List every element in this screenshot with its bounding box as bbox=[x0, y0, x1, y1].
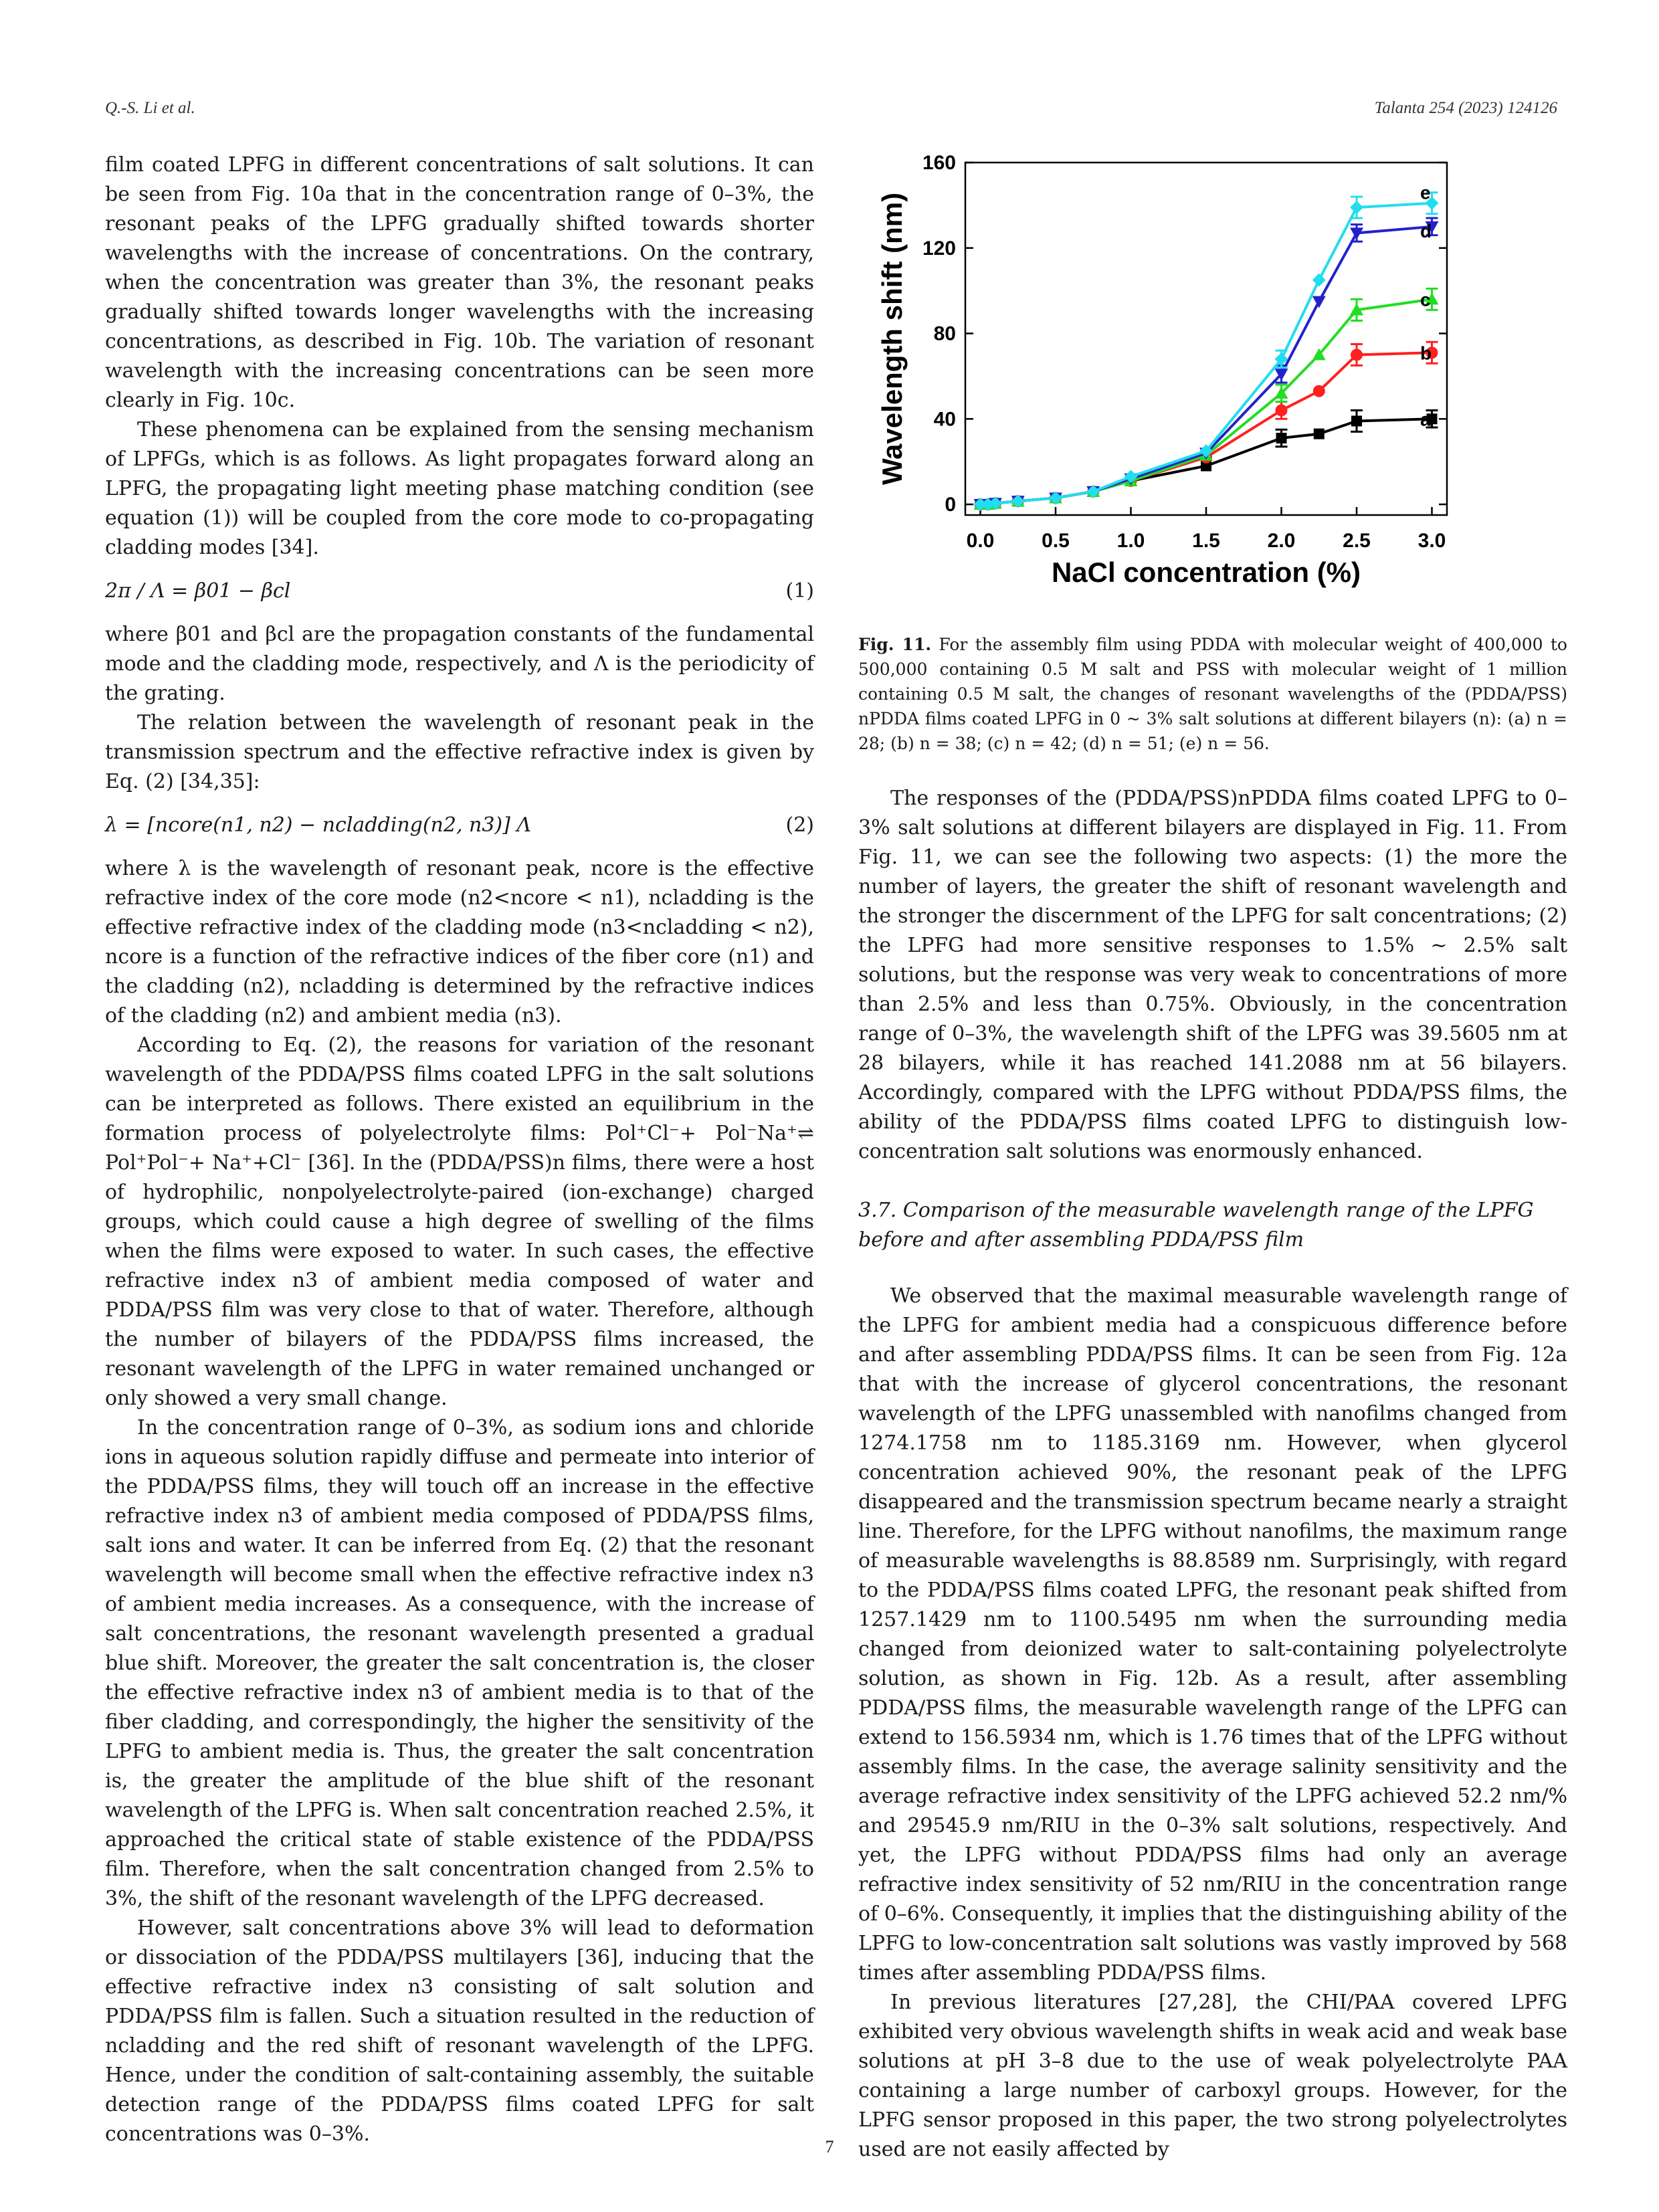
data-point bbox=[1351, 348, 1363, 361]
data-point bbox=[1350, 201, 1363, 214]
y-tick-label: 0 bbox=[945, 494, 956, 516]
y-tick-label: 160 bbox=[922, 152, 956, 174]
data-point bbox=[1276, 433, 1287, 443]
series-label-a: a bbox=[1420, 409, 1431, 430]
data-point bbox=[1312, 274, 1326, 287]
data-point bbox=[1314, 429, 1325, 439]
x-tick-label: 0.0 bbox=[966, 530, 995, 552]
data-point bbox=[1313, 385, 1325, 397]
x-tick-label: 3.0 bbox=[1418, 530, 1446, 552]
paragraph: According to Eq. (2), the reasons for variation of the resonant wavelength of the PDDA/PSS films coated LPFG in the salt solutions can be interpreted as follows. There existed an equilibrium in the formation process of polyelectrolyte films: Pol⁺Cl⁻+ Pol⁻Na⁺⇌ Pol⁺Pol⁻+ Na⁺+Cl⁻ [36]. In the (PDDA/PSS)n films, there were a host of hydrophilic, nonpolyelectrolyte-paired (ion-exchange) charged groups, which could cause a high degree of swelling of the films when the films were exposed to water. In such cases, the effective refractive index n3 of ambient media composed of water and PDDA/PSS film was very close to that of water. Therefore, although the number of bilayers of the PDDA/PSS films increased, the resonant wavelength of the LPFG in water remained unchanged or only showed a very small change. bbox=[105, 1033, 814, 1410]
left-column bbox=[105, 150, 814, 2149]
y-tick-label: 80 bbox=[933, 322, 956, 345]
paragraph: The responses of the (PDDA/PSS)nPDDA films coated LPFG to 0–3% salt solutions at different bilayers are displayed in Fig. 11. From Fig. 11, we can see the following two aspects: (1) the more the number of layers, the greater the shift of resonant wavelength and the stronger the discernment of the LPFG for salt concentrations; (2) the LPFG had more sensitive responses to 1.5% ~ 2.5% salt solutions, but the response was very weak to concentrations of more than 2.5% and less than 0.75%. Obviously, in the concentration range of 0–3%, the wavelength shift of the LPFG was 39.5605 nm at 28 bilayers, while it has reached 141.2088 nm at 56 bilayers. Accordingly, compared with the LPFG without PDDA/PSS films, the ability of the PDDA/PSS films coated LPFG to distinguish low-concentration salt solutions was enormously enhanced. bbox=[858, 787, 1567, 1163]
series-line-c bbox=[981, 299, 1432, 504]
equation-text: 2π / Λ = β01 − βcl bbox=[105, 579, 291, 603]
paragraph: where β01 and βcl are the propagation constants of the fundamental mode and the cladding mode, respectively, and Λ is the periodicity of the grating. bbox=[105, 623, 814, 705]
section-heading: 3.7. Comparison of the measurable wavelength range of the LPFG before and after assembling PDDA/PSS film bbox=[858, 1199, 1534, 1251]
paragraph: In previous literatures [27,28], the CHI/PAA covered LPFG exhibited very obvious wavelength shifts in weak acid and weak base solutions at pH 3–8 due to the use of weak polyelectrolyte PAA containing a large number of carboxyl groups. However, for the LPFG sensor proposed in this paper, the two strong polyelectrolytes used are not easily affected by bbox=[858, 1991, 1567, 2161]
x-axis-label: NaCl concentration (%) bbox=[1051, 557, 1361, 588]
running-header-journal: Talanta 254 (2023) 124126 bbox=[1374, 99, 1557, 117]
caption-text: For the assembly film using PDDA with molecular weight of 400,000 to 500,000 containing 0.5 M salt and PSS with molecular weight of 1 million containing 0.5 M salt, the changes of resonant wavelengths of the (PDDA/PSS) nPDDA films coated LPFG in 0 ~ 3% salt solutions at different bilayers (n): (a) n = 28; (b) n = 38; (c) n = 42; (d) n = 51; (e) n = 56. bbox=[858, 635, 1567, 753]
x-tick-label: 2.0 bbox=[1267, 530, 1296, 552]
running-header-authors: Q.-S. Li et al. bbox=[105, 99, 195, 117]
equation-2 bbox=[105, 797, 814, 854]
equation-number: (1) bbox=[785, 579, 814, 603]
data-point bbox=[1276, 404, 1288, 416]
paragraph: The relation between the wavelength of resonant peak in the transmission spectrum and the effective refractive index is given by Eq. (2) [34,35]: bbox=[105, 711, 814, 793]
x-tick-label: 1.0 bbox=[1116, 530, 1145, 552]
wavelength-shift-chart bbox=[858, 150, 1567, 619]
series-label-d: d bbox=[1420, 220, 1432, 241]
paragraph: film coated LPFG in different concentrations of salt solutions. It can be seen from Fig. 10a that in the concentration range of 0–3%, the resonant peaks of the LPFG gradually shifted towards shorter wavelengths with the increase of concentrations. On the contrary, when the concentration was greater than 3%, the resonant peaks gradually shifted towards longer wavelengths with the increasing concentrations, as described in Fig. 10b. The variation of resonant wavelength with the increasing concentrations can be seen more clearly in Fig. 10c. bbox=[105, 153, 814, 412]
equation-1 bbox=[105, 563, 814, 620]
equation-text: λ = [ncore(n1, n2) − ncladding(n2, n3)] Λ bbox=[105, 813, 532, 837]
series-label-e: e bbox=[1420, 182, 1431, 203]
page-number: 7 bbox=[825, 2137, 834, 2156]
series-label-b: b bbox=[1420, 342, 1432, 364]
figure-11 bbox=[858, 150, 1567, 619]
figure-caption bbox=[858, 632, 1567, 756]
x-tick-label: 1.5 bbox=[1192, 530, 1220, 552]
paragraph: In the concentration range of 0–3%, as sodium ions and chloride ions in aqueous solution rapidly diffuse and permeate into interior of the PDDA/PSS films, they will touch off an increase in the effective refractive index n3 of ambient media composed of PDDA/PSS films, salt ions and water. It can be inferred from Eq. (2) that the resonant wavelength will become small when the effective refractive index n3 of ambient media increases. As a consequence, with the increase of salt concentrations, the resonant wavelength presented a gradual blue shift. Moreover, the greater the salt concentration is, the closer the effective refractive index n3 of ambient media is to that of the fiber cladding, and correspondingly, the higher the sensitivity of the LPFG to ambient media is. Thus, the greater the salt concentration is, the greater the amplitude of the blue shift of the resonant wavelength of the LPFG is. When salt concentration reached 2.5%, it approached the critical state of stable existence of the PDDA/PSS film. Therefore, when the salt concentration changed from 2.5% to 3%, the shift of the resonant wavelength of the LPFG decreased. bbox=[105, 1416, 814, 1910]
caption-label: Fig. 11. bbox=[858, 635, 932, 654]
x-tick-label: 2.5 bbox=[1343, 530, 1371, 552]
paragraph: where λ is the wavelength of resonant peak, ncore is the effective refractive index of the core mode (n2<ncore < n1), ncladding is the effective refractive index of the cladding mode (n3<ncladding < n2), ncore is a function of the refractive indices of the fiber core (n1) and the cladding (n2), ncladding is determined by the refractive indices of the cladding (n2) and ambient media (n3). bbox=[105, 857, 814, 1027]
right-column bbox=[858, 150, 1567, 2165]
paragraph: However, salt concentrations above 3% will lead to deformation or dissociation of the PDDA/PSS multilayers [36], inducing that the effective refractive index n3 consisting of salt solution and PDDA/PSS film is fallen. Such a situation resulted in the reduction of ncladding and the red shift of resonant wavelength of the LPFG. Hence, under the condition of salt-containing assembly, the suitable detection range of the PDDA/PSS films coated LPFG for salt concentrations was 0–3%. bbox=[105, 1916, 814, 2146]
series-label-c: c bbox=[1420, 289, 1431, 310]
series-line-b bbox=[981, 353, 1432, 504]
data-point bbox=[1312, 296, 1326, 308]
y-axis-label: Wavelength shift (nm) bbox=[876, 192, 908, 486]
equation-number: (2) bbox=[785, 813, 814, 837]
data-point bbox=[1351, 415, 1362, 426]
x-tick-label: 0.5 bbox=[1042, 530, 1070, 552]
y-tick-label: 120 bbox=[922, 237, 956, 260]
paragraph: These phenomena can be explained from the sensing mechanism of LPFGs, which is as follows. As light propagates forward along an LPFG, the propagating light meeting phase matching condition (see equation (1)) will be coupled from the core mode to co-propagating cladding modes [34]. bbox=[105, 418, 814, 559]
paragraph: We observed that the maximal measurable wavelength range of the LPFG for ambient media had a conspicuous difference before and after assembling PDDA/PSS films. It can be seen from Fig. 12a that with the increase of glycerol concentrations, the resonant wavelength of the LPFG unassembled with nanofilms changed from 1274.1758 nm to 1185.3169 nm. However, when glycerol concentration achieved 90%, the resonant peak of the LPFG disappeared and the transmission spectrum became nearly a straight line. Therefore, for the LPFG without nanofilms, the maximum range of measurable wavelengths is 88.8589 nm. Surprisingly, with regard to the PDDA/PSS films coated LPFG, the resonant peak shifted from 1257.1429 nm to 1100.5495 nm when the surrounding media changed from deionized water to salt-containing polyelectrolyte solution, as shown in Fig. 12b. As a result, after assembling PDDA/PSS films, the measurable wavelength range of the LPFG can extend to 156.5934 nm, which is 1.76 times that of the LPFG without assembly films. In the case, the average salinity sensitivity and the average refractive index sensitivity of the LPFG achieved 52.2 nm/% and 29545.9 nm/RIU in the 0–3% salt solutions, respectively. And yet, the LPFG without PDDA/PSS films had only an average refractive index sensitivity of 52 nm/RIU in the concentration range of 0–6%. Consequently, it implies that the distinguishing ability of the LPFG to low-concentration salt solutions was vastly improved by 568 times after assembling PDDA/PSS films. bbox=[858, 1284, 1567, 1985]
y-tick-label: 40 bbox=[933, 408, 956, 431]
